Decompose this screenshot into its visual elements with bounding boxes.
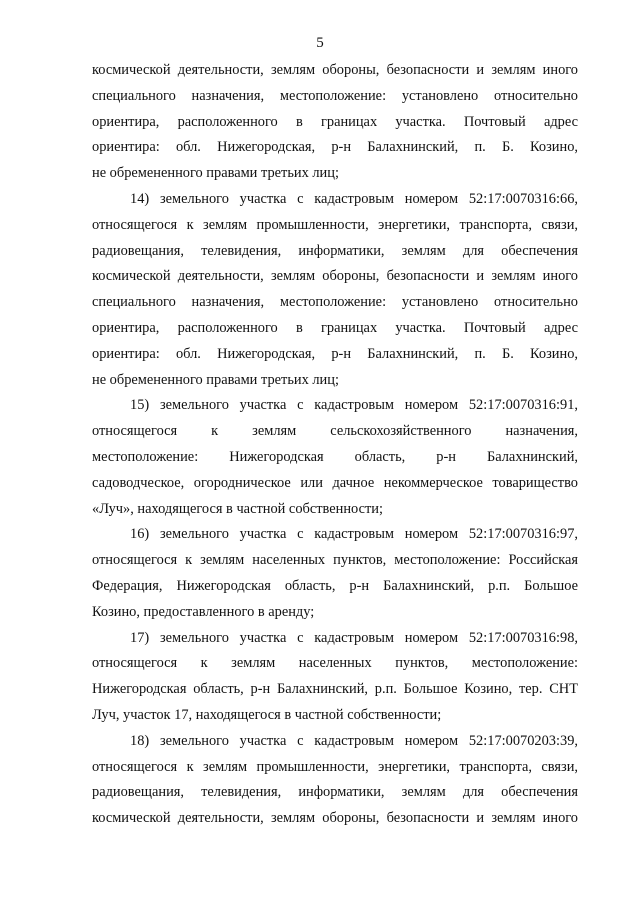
- text-line: радиовещания, телевидения, информатики, землям для обеспечения: [92, 242, 578, 259]
- text-line: относящегося к землям промышленности, энергетики, транспорта, связи,: [92, 758, 578, 775]
- text-line: относящегося к землям населенных пунктов, местоположение:: [92, 655, 578, 672]
- page-number: 5: [316, 35, 324, 51]
- text-line: ориентира: обл. Нижегородская, р-н Балахнинский, п. Б. Козино,: [92, 139, 578, 156]
- text-line: космической деятельности, землям обороны, безопасности и землям иного: [92, 268, 578, 285]
- text-line: относящегося к землям сельскохозяйственного назначения,: [92, 423, 578, 440]
- text-line: Луч, участок 17, находящегося в частной собственности;: [92, 706, 442, 723]
- paragraph-item-15: [92, 393, 578, 522]
- text-line: космической деятельности, землям обороны, безопасности и землям иного: [92, 810, 578, 827]
- text-line: не обремененного правами третьих лиц;: [92, 165, 339, 182]
- paragraph-item-14: [92, 187, 578, 393]
- text-line: 14) земельного участка с кадастровым номером 52:17:0070316:66,: [130, 190, 578, 207]
- text-line: относящегося к землям населенных пунктов, местоположение: Российская: [92, 552, 578, 569]
- text-line: ориентира, расположенного в границах участка. Почтовый адрес: [92, 113, 578, 130]
- text-line: Нижегородская область, р-н Балахнинский, р.п. Большое Козино, тер. СНТ: [92, 681, 578, 698]
- text-line: относящегося к землям промышленности, энергетики, транспорта, связи,: [92, 216, 578, 233]
- text-line: «Луч», находящегося в частной собственности;: [92, 500, 383, 517]
- document-body: [92, 58, 578, 832]
- text-line: космической деятельности, землям обороны, безопасности и землям иного: [92, 62, 578, 78]
- text-line: садоводческое, огородническое или дачное некоммерческое товарищество: [92, 474, 578, 491]
- text-line: 15) земельного участка с кадастровым номером 52:17:0070316:91,: [130, 397, 578, 414]
- text-line: радиовещания, телевидения, информатики, землям для обеспечения: [92, 784, 578, 801]
- paragraph-item-17: [92, 626, 578, 729]
- paragraph-continuation: [92, 58, 578, 187]
- text-line: местоположение: Нижегородская область, р-н Балахнинский,: [92, 448, 578, 465]
- text-line: специального назначения, местоположение: установлено относительно: [92, 294, 578, 311]
- text-line: не обремененного правами третьих лиц;: [92, 371, 339, 388]
- text-line: ориентира, расположенного в границах участка. Почтовый адрес: [92, 319, 578, 336]
- text-line: специального назначения, местоположение: установлено относительно: [92, 87, 578, 104]
- text-line: 16) земельного участка с кадастровым номером 52:17:0070316:97,: [130, 526, 578, 543]
- text-line: 18) земельного участка с кадастровым номером 52:17:0070203:39,: [130, 732, 578, 749]
- text-line: 17) земельного участка с кадастровым номером 52:17:0070316:98,: [130, 629, 578, 646]
- paragraph-item-18: [92, 729, 578, 832]
- text-line: ориентира: обл. Нижегородская, р-н Балахнинский, п. Б. Козино,: [92, 345, 578, 362]
- text-line: Козино, предоставленного в аренду;: [92, 603, 315, 620]
- text-line: Федерация, Нижегородская область, р-н Балахнинский, р.п. Большое: [92, 577, 578, 594]
- paragraph-item-16: [92, 522, 578, 625]
